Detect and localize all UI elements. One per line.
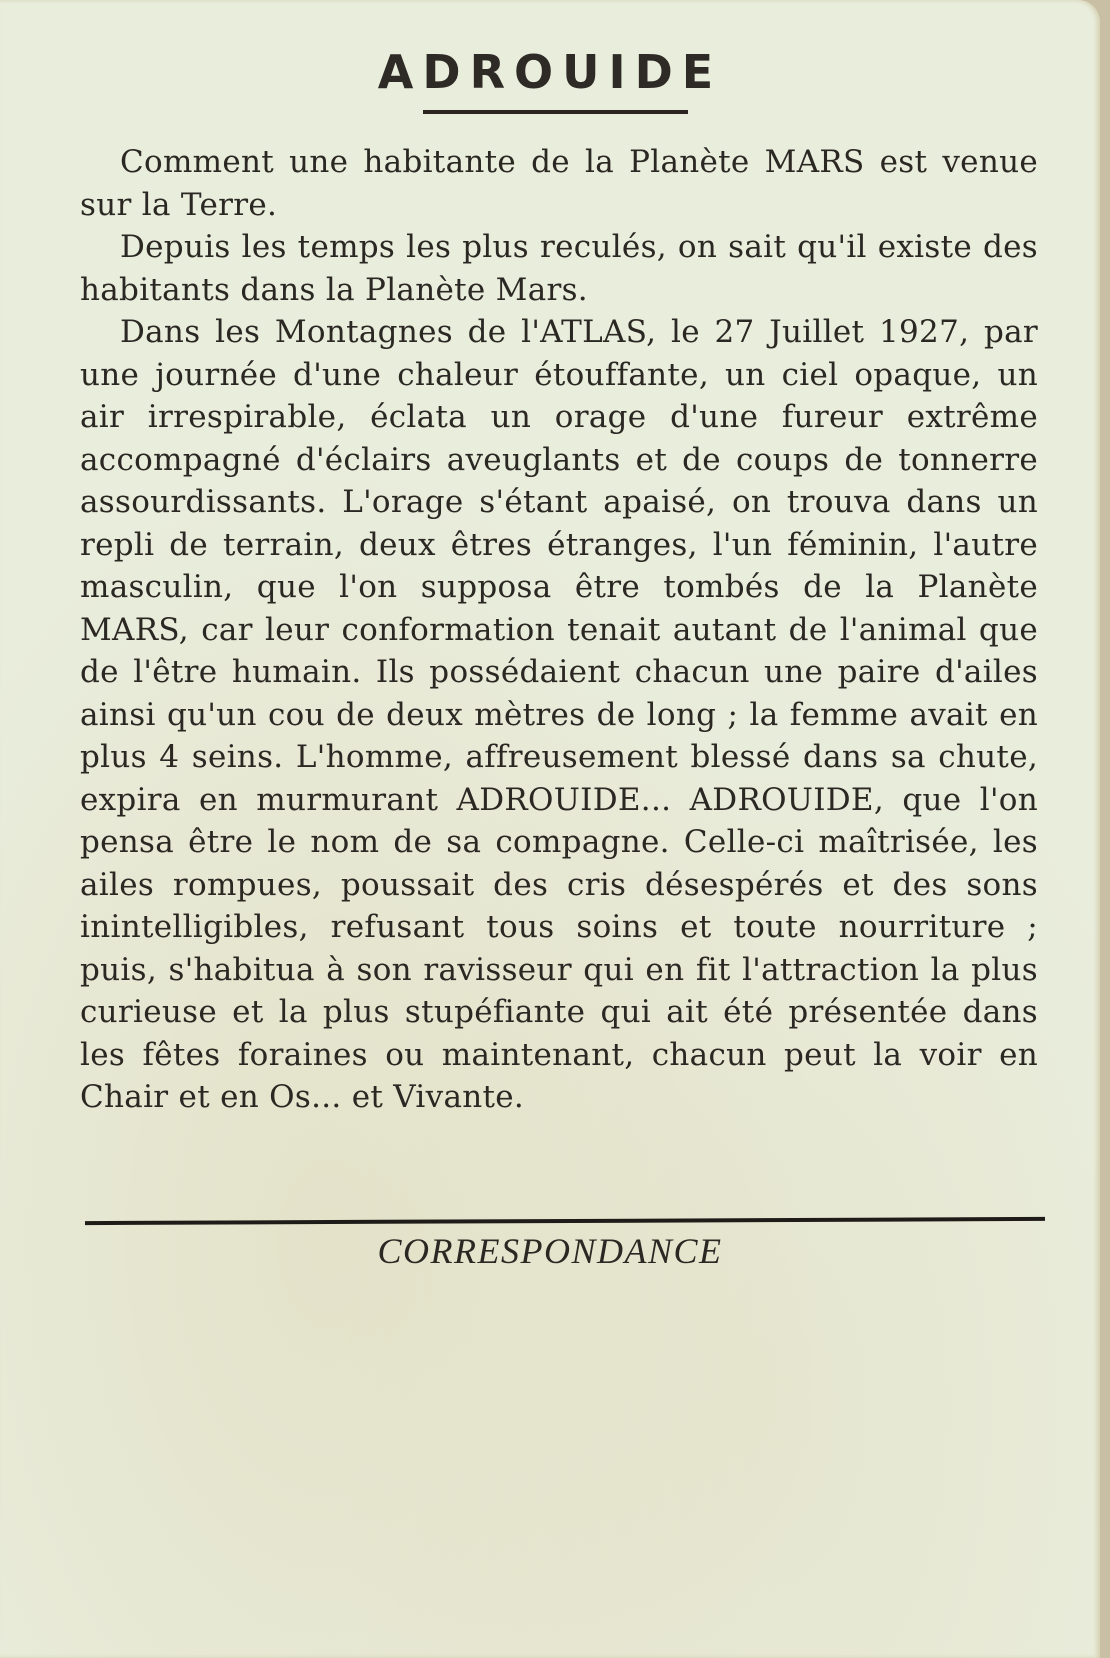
paragraph-mars: Depuis les temps les plus reculés, on sait qu'il existe des habitants dans la Planète Mars. [80,229,1038,308]
paragraph-intro: Comment une habitante de la Planète MARS est venue sur la Terre. [80,144,1038,223]
section-divider [85,1217,1045,1225]
correspondance-label: CORRESPONDANCE [377,1231,723,1271]
card-title: ADROUIDE [377,45,723,99]
title-underline [423,110,688,114]
paragraph-story: Dans les Montagnes de l'ATLAS, le 27 Juillet 1927, par une journée d'une chaleur étouffante, un ciel opaque, un air irrespirable, éclata un orage d'une fureur extrême accompagné d'éclairs aveuglants et de coups de tonnerre assourdissants. L'orage s'étant apaisé, on trouva dans un repli de terrain, deux êtres étranges, l'un féminin, l'autre masculin, que l'on supposa être tombés de la Planète MARS, car leur conformation tenait autant de l'animal que de l'être humain. Ils possédaient chacun une paire d'ailes ainsi qu'un cou de deux mètres de long ; la femme avait en plus 4 seins. L'homme, affreusement blessé dans sa chute, expira en murmurant ADROUIDE... ADROUIDE, que l'on pensa être le nom de sa compagne. Celle-ci maîtrisée, les ailes rompues, poussait des cris désespérés et des sons inintelligibles, refusant tous soins et toute nourriture ; puis, s'habitua à son ravisseur qui en fit l'attraction la plus curieuse et la plus stupéfiante qui ait été présentée dans les fêtes foraines ou maintenant, chacun peut la voir en Chair et en Os... et Vivante. [80,314,1038,1115]
story-text [80,141,1038,1119]
